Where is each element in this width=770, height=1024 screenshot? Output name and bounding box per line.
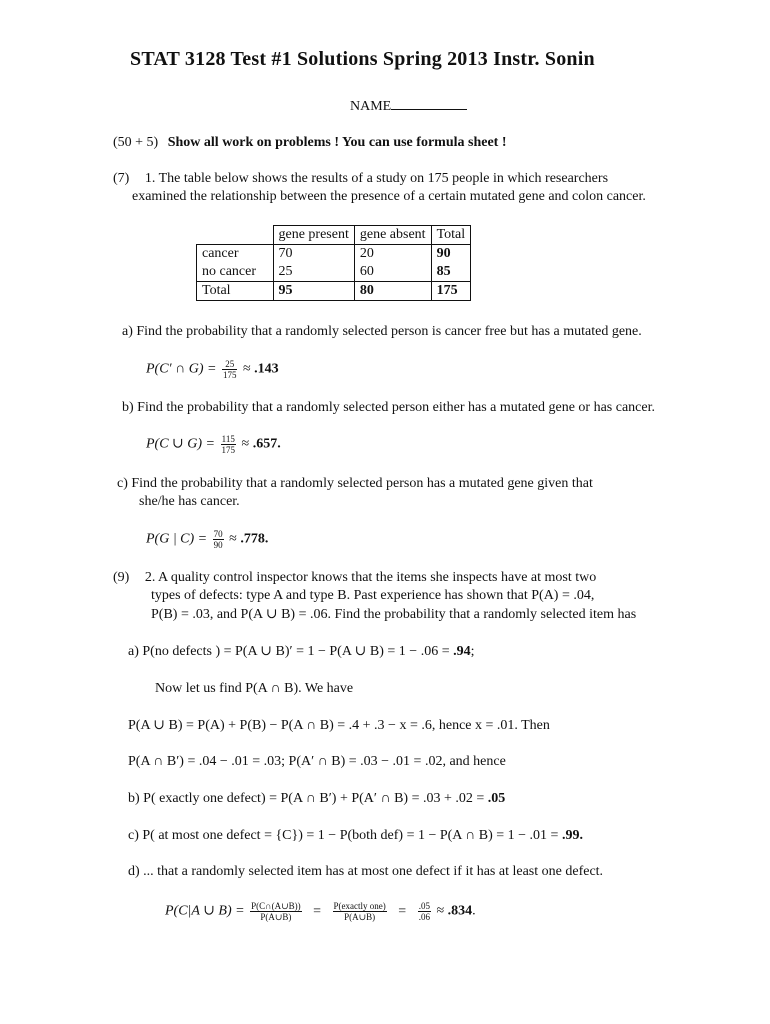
problem2-text-line3: P(B) = .03, and P(A ∪ B) = .06. Find the probability that a randomly selected item has [151, 607, 637, 622]
p2d-equals-2: = [398, 903, 407, 919]
table-header-row [197, 226, 471, 245]
p2-part-a [128, 643, 475, 660]
p2a-expression: a) P(no defects ) = P(A ∪ B)′ = 1 − P(A ∪ B) = 1 − .06 = [128, 644, 454, 659]
p2d-end: . [472, 903, 476, 919]
p2-final-equation [165, 901, 476, 922]
p2d-f1-numerator: P(C∩(A∪B)) [251, 901, 301, 911]
table-row [197, 263, 471, 282]
table-header-cell: gene present [273, 226, 354, 245]
table-cell: 25 [273, 263, 354, 282]
p1c-approx: ≈ [229, 531, 237, 547]
p2-find-line: Now let us find P(A ∩ B). We have [155, 681, 354, 696]
p1a-fraction [222, 359, 238, 380]
p2d-f3-denominator: .06 [418, 912, 430, 922]
problem2-text-line1: 2. A quality control inspector knows that the items she inspects have at most two [144, 570, 597, 585]
table-cell: 60 [354, 263, 431, 282]
p2-part-d: d) ... that a randomly selected item has at most one defect if it has at least one defect. [128, 864, 604, 879]
name-label: NAME [350, 99, 392, 114]
p1c-denominator: 90 [213, 540, 223, 550]
table-header-cell: gene absent [354, 226, 431, 245]
p1a-approx: ≈ [242, 361, 251, 377]
name-field [350, 97, 467, 115]
p1a-lhs: P(C′ ∩ G) = [146, 361, 217, 377]
table-row [197, 282, 471, 301]
p1b-approx: ≈ [241, 436, 250, 452]
problem2-points: (9) [113, 570, 130, 585]
p2d-f1-denominator: P(A∪B) [260, 912, 292, 922]
contingency-table [196, 225, 471, 301]
table-cell: 90 [431, 245, 471, 264]
p2-part-b [128, 791, 505, 807]
instructions-text: Show all work on problems ! You can use formula sheet ! [167, 135, 507, 150]
table-cell: Total [197, 282, 274, 301]
problem1-points: (7) [113, 171, 130, 186]
problem1-text-line1: 1. The table below shows the results of a study on 175 people in which researchers [144, 171, 609, 186]
table-cell: 175 [431, 282, 471, 301]
p2d-approx: ≈ [436, 903, 445, 919]
table-cell: 80 [354, 282, 431, 301]
p2a-result: .94 [453, 644, 471, 659]
instructions [113, 135, 506, 151]
p1b-numerator: 115 [221, 434, 235, 444]
p2c-result: .99. [561, 828, 583, 843]
p2a-end: ; [470, 644, 475, 659]
problem2-line1 [113, 570, 596, 586]
problem1-text-line2: examined the relationship between the presence of a certain mutated gene and colon cancer. [132, 189, 646, 204]
p2d-fraction-3 [418, 901, 431, 922]
p1c-fraction [213, 529, 224, 550]
p2-equation-1: P(A ∪ B) = P(A) + P(B) − P(A ∩ B) = .4 + .3 − x = .6, hence x = .01. Then [128, 718, 550, 733]
table-cell: 85 [431, 263, 471, 282]
p1a-result: .143 [254, 361, 279, 377]
table-cell: 95 [273, 282, 354, 301]
page-title: STAT 3128 Test #1 Solutions Spring 2013 Instr. Sonin [130, 48, 595, 70]
p2d-f2-denominator: P(A∪B) [344, 912, 376, 922]
p1-part-c-question-line1: c) Find the probability that a randomly selected person has a mutated gene given that [117, 476, 593, 491]
p1-part-b-answer [146, 434, 281, 455]
problem2-text-line2: types of defects: type A and type B. Past experience has shown that P(A) = .04, [151, 588, 595, 603]
problem1-line1 [113, 171, 608, 187]
name-blank-line [391, 97, 467, 110]
total-points: (50 + 5) [113, 135, 159, 150]
p2-equation-2: P(A ∩ B′) = .04 − .01 = .03; P(A′ ∩ B) = .03 − .01 = .02, and hence [128, 754, 506, 769]
p2d-equals-1: = [313, 903, 322, 919]
p2d-result: .834 [447, 903, 473, 919]
p1b-denominator: 175 [221, 445, 236, 455]
p1-part-a-question: a) Find the probability that a randomly selected person is cancer free but has a mutated gene. [122, 324, 642, 339]
p2c-expression: c) P( at most one defect = {C}) = 1 − P(both def) = 1 − P(A ∩ B) = 1 − .01 = [128, 828, 562, 843]
p1c-numerator: 70 [213, 529, 223, 539]
p2b-expression: b) P( exactly one defect) = P(A ∩ B′) + P(A′ ∩ B) = .03 + .02 = [128, 791, 488, 806]
p2d-f2-numerator: P(exactly one) [333, 901, 386, 911]
p1-part-a-answer [146, 359, 279, 380]
p1c-result: .778. [240, 531, 269, 547]
table-cell: no cancer [197, 263, 274, 282]
table-cell: 70 [273, 245, 354, 264]
table-cell: cancer [197, 245, 274, 264]
p1b-lhs: P(C ∪ G) = [146, 436, 216, 452]
table-cell: 20 [354, 245, 431, 264]
p2b-result: .05 [487, 791, 506, 806]
p1c-lhs: P(G | C) = [146, 531, 208, 547]
table-header-cell [197, 226, 274, 245]
p1a-denominator: 175 [222, 370, 237, 380]
p1b-fraction [221, 434, 237, 455]
p1-part-b-question: b) Find the probability that a randomly selected person either has a mutated gene or has cancer. [122, 400, 655, 415]
p2d-lhs: P(C|A ∪ B) = [165, 903, 245, 919]
p1-part-c-question-line2: she/he has cancer. [139, 494, 240, 509]
p2d-fraction-2 [333, 901, 387, 922]
table-header-cell: Total [431, 226, 471, 245]
table-row [197, 245, 471, 264]
p2-part-c [128, 828, 583, 844]
p1b-result: .657. [252, 436, 281, 452]
p2d-fraction-1 [250, 901, 302, 922]
p1-part-c-answer [146, 529, 268, 550]
p2d-f3-numerator: .05 [418, 901, 430, 911]
p1a-numerator: 25 [222, 359, 238, 370]
